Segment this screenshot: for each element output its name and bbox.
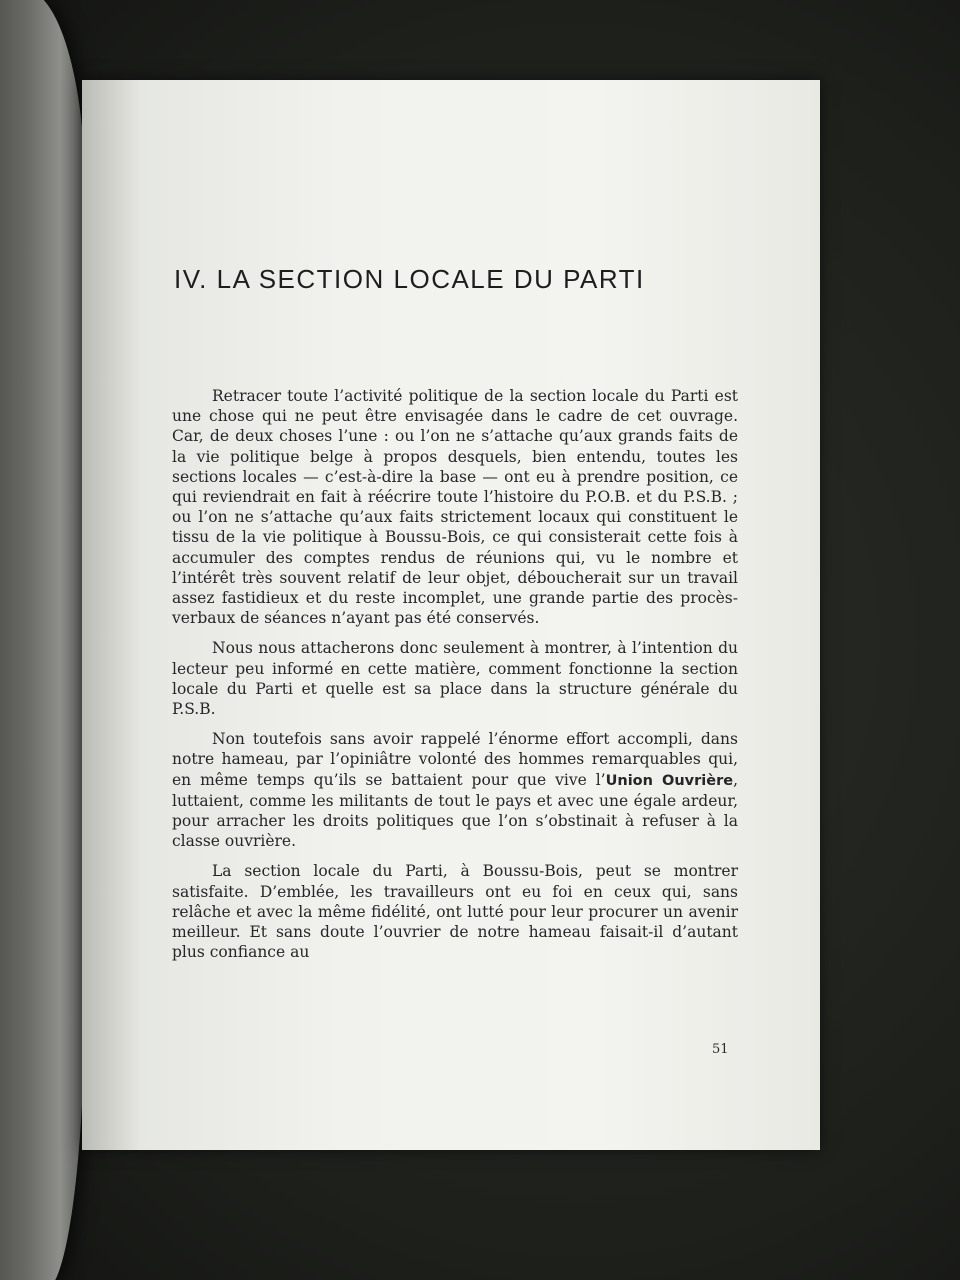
facing-page-edge: [0, 0, 85, 1280]
body-text: [172, 386, 738, 972]
paragraph: Nous nous attacherons donc seulement à montrer, à l’intention du lecteur peu informé en cette matière, comment fonctionne la section locale du Parti et quelle est sa place dans la structure générale du P.S.B.: [172, 639, 738, 719]
paragraph-text: Non toutefois sans avoir rappelé l’énorme effort accompli, dans notre hameau, par l’opiniâtre volonté des hommes remarquables qui, en même temps qu’ils se battaient pour que vive l’: [172, 730, 738, 789]
paragraph: Retracer toute l’activité politique de la section locale du Parti est une chose qui ne peut être envisagée dans le cadre de cet ouvrage. Car, de deux choses l’une : ou l’on ne s’attache qu’aux grands faits de la vie politique belge à propos desquels, bien entendu, toutes les sections locales — c’est-à-dire la base — ont eu à prendre position, ce qui reviendrait en fait à réécrire toute l’histoire du P.O.B. et du P.S.B. ; ou l’on ne s’attache qu’aux faits strictement locaux qui constituent le tissu de la vie politique à Boussu-Bois, ce qui consisterait cette fois à accumuler des comptes rendus de réunions qui, vu le nombre et l’intérêt très souvent relatif de leur objet, déboucherait sur un travail assez fastidieux et du reste incomplet, une grande partie des procès-verbaux de séances n’ayant pas été conservés.: [172, 387, 738, 628]
paragraph-text: , luttaient, comme les militants de tout le pays et avec une égale ardeur, pour arracher les droits politiques que l’on s’obstinait à refuser à la classe ouvrière.: [172, 770, 738, 851]
union-ouvriere-emphasis: Union Ouvrière: [605, 772, 734, 789]
chapter-title: IV. LA SECTION LOCALE DU PARTI: [174, 264, 645, 294]
paragraph: [172, 729, 738, 851]
page-number: 51: [712, 1042, 729, 1057]
paragraph: La section locale du Parti, à Boussu-Bois, peut se montrer satisfaite. D’emblée, les travailleurs ont eu foi en ceux qui, sans relâche et avec la même fidélité, ont lutté pour leur procurer un avenir meilleur. Et sans doute l’ouvrier de notre hameau faisait-il d’autant plus confiance au: [172, 862, 738, 962]
